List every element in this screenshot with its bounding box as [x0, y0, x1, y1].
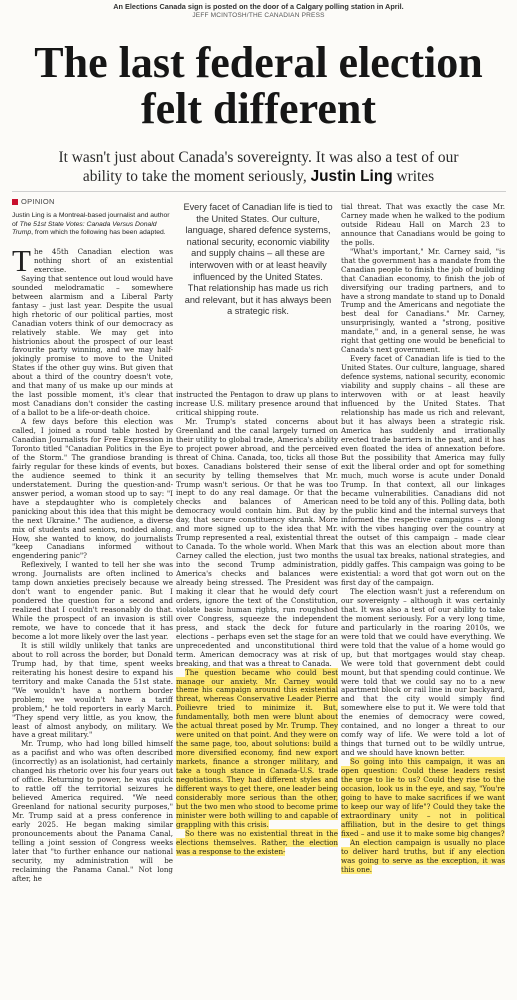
article-column-3 — [341, 203, 505, 998]
deck-author: Justin Ling — [310, 168, 393, 185]
headline-line-1: The last federal election — [34, 38, 483, 87]
highlighted-text: An election campaign is usually no place to deliver hard truths, but if any election was going to serve as the exception, it was this one. — [341, 837, 505, 874]
article-column-1 — [12, 248, 173, 998]
article-paragraph: Saying that sentence out loud would have sounded melodramatic – somewhere between alarmism and a Liberal Party fantasy – just last year. Despite the usual high rhetoric of our political parties, most Canadian voters think of our democracy as relatively stable. We may get into histrionics about the prospect of our least favourite party winning, and we may half-jokingly promise to move to the United States if the other guy wins. But given that about a third of the country doesn't vote, and that many of us make up our minds at the last possible moment, it's clear that most Canadians don't consider the casting of a ballot to be a life-or-death choice. — [12, 273, 173, 418]
article-paragraph: The election wasn't just a referendum on our sovereignty – although it was certainly that. It was also a test of our ability to take the moment seriously. For a very long time, and particularly in the roaring 2010s, we were told that we could have everything. We were told that the value of a home would go up, but that mortgages would stay cheap. We were told that government debt could mount, but that spending could continue. We were told that we could say no to a new apartment block or rail line in our backyard, and that the city would simply find somewhere else to put it. We were told that the enemies of democracy were cowed, contained, and no longer a threat to our comfy way of life. We were told a lot of things that turned out to be wildly untrue, and we should have known better. — [341, 586, 505, 758]
headline-line-2: felt different — [141, 84, 376, 133]
red-square-icon — [12, 199, 18, 205]
divider — [12, 191, 506, 192]
highlighted-text: So going into this campaign, it was an open question: Could these leaders resist the urge to lie to us? Could they rise to the occasion, look us in the eye, and say, "You're going to have to make sacrifices if we want to keep our way of life"? Could they take the extraordinary unity – not in political affiliation, but in the desire to get things fixed – and use it to make some big changes? — [341, 757, 505, 838]
article-paragraph-highlighted — [176, 669, 338, 830]
deck-text: It wasn't just about Canada's sovereignty. It was also a test of our ability to take the moment seriously, — [58, 149, 459, 185]
drop-cap: T — [12, 248, 31, 278]
photo-caption: An Elections Canada sign is posted on the door of a Calgary polling station in April. — [113, 2, 404, 11]
article-paragraph-highlighted — [341, 758, 505, 839]
article-paragraph: Mr. Trump, who had long billed himself as a pacifist and who was often described (incorrectly) as an isolationist, had certainly changed his rhetoric over his four years out of office. Returning to power, he was quick to rattle off the territorial seizures he believed America required. "We need Greenland for national security purposes," Mr. Trump said at a press conference in early 2025. He began making similar pronouncements about the Panama Canal, telling a joint session of Congress weeks later that "to further enhance our national security, my administration will be reclaiming the Panama Canal." Not long after, he — [12, 739, 173, 883]
paragraph-text: he 45th Canadian election was nothing short of an existential exercise. — [33, 248, 173, 274]
article-paragraph: Mr. Trump's stated concerns about Greenland and the canal largely turned on their utility to global trade, America's ability to project power abroad, and the perceived threat of China. Canada, too, ticks all those boxes. Canadians bolstered their sense of security by telling themselves that Mr. Trump wasn't serious. Or that he was too inept to do any real damage. Or that the checks and balances of American democracy would contain him. But day by day, that secure constituency shrank. More and more signed up to the idea that Mr. Trump represented a real, existential threat to Canada. To the whole world. When Mark Carney called the election, just two months into the second Trump administration, America's checks and balances were already being stressed. The President was making it clear that he would defy court orders, ignore the text of the Constitution, violate basic human rights, run roughshod over Congress, squeeze the independent press, and stack the deck for future elections – perhaps even set the stage for an unprecedented and unconstitutional third term. American democracy was at risk of breaking, and that was a threat to Canada. — [176, 416, 338, 668]
headline — [0, 40, 517, 132]
photo-credit: JEFF MCINTOSH/THE CANADIAN PRESS — [192, 12, 325, 19]
author-bio — [12, 212, 174, 238]
bio-pre: Justin Ling is a Montreal-based journalist and author of — [12, 212, 170, 228]
article-paragraph: tial threat. That was exactly the case Mr. Carney made when he walked to the podium outside Rideau Hall on March 23 to announce that Canadians would be going to the polls. — [341, 203, 505, 247]
article-paragraph: A few days before this election was called, I joined a round table hosted by Canadian Journalists for Free Expression in Toronto titled "Canadian Politics in the Eye of the Storm." The grandiose branding is fairly regular for these kinds of events, but the audience seemed to think it an understatement. During the question-and-answer period, a woman stood up to say: "I have a stepdaughter who is completely panicking about this idea that this might be the next Ukraine." The audience, a diverse mix of students and seniors, nodded along. How, she wanted to know, do journalists "keep Canadians informed without engendering panic"? — [12, 417, 173, 561]
pull-quote: Every facet of Canadian life is tied to the United States. Our culture, language, shared defence systems, national security, economic viability and supply chains – all these are interwoven with or at least heavily influenced by the United States. That relationship has made us rich and relevant, but it has always been a strategic risk. — [183, 202, 333, 317]
article-paragraph-highlighted — [176, 830, 338, 857]
article-column-2 — [176, 391, 338, 998]
highlighted-text: The question became who could best manage our anxiety. Mr. Carney would theme his campaign around this existential threat, whereas Conservative Leader Pierre Poilievre tried to minimize it. But, fundamentally, both men were blunt about the actual threat posed by Mr. Trump. They were united on that point. And they were on the same page, too, about solutions: build a more diversified economy, find new export markets, finance a stronger military, and take a tough stance in Canada-U.S. trade negotiations. They had different styles and different ways to get there, one leader being considerably more serious than the other, but the two men who stood to become prime minister were both willing to and capable of grappling with this crisis. — [176, 667, 338, 829]
article-paragraph: Every facet of Canadian life is tied to the United States. Our culture, language, shared defence systems, national security, economic viability and supply chains – all these are interwoven with or at least heavily influenced by the United States. That relationship has made us rich and relevant, but it has always been a strategic risk. America has suddenly and irrationally erected trade barriers in the past, and it has even floated the idea of annexation before. But the possibility that America may fully exit the liberal order and opt for something much, much worse is acute under Donald Trump. In that context, all our linkages became vulnerabilities. Canadians did not need to be told any of this. Polling data, both the public kind and the internal surveys that informed the respective campaigns – along with the vibes hanging over the country at the outset of this campaign – made clear that this was an election about more than the usual tax breaks, national strategies, and piddly gaffes. This campaign was going to be existential: a word that got worn out on the first day of the campaign. — [341, 354, 505, 588]
deck-verb: writes — [392, 168, 435, 185]
bio-post: , from which the following has been adapted. — [31, 229, 166, 237]
article-paragraph: It is still wildly unlikely that tanks are about to roll across the border, but Donald Trump had, by that time, spent weeks reiterating his honest desire to expand his territory and make Canada the 51st state. "We wouldn't have a northern border problem; we wouldn't have a tariff problem," he told reporters in early March. "They spend very little, as you know, the least of almost anybody, on military. We have a great military." — [12, 640, 173, 740]
article-paragraph-highlighted — [341, 839, 505, 875]
bio-book: The 51st State Votes: Canada Versus Donald Trump — [12, 220, 157, 237]
article-paragraph — [12, 248, 173, 278]
photo-caption-block — [0, 2, 517, 20]
article-paragraph: instructed the Pentagon to draw up plans to increase U.S. military presence around that critical shipping route. — [176, 391, 338, 417]
article-paragraph: Reflexively, I wanted to tell her she was wrong. Journalists are often inclined to tamp down anxieties precisely because we don't want to engender panic. But I pondered the question for a second and realized that I couldn't reasonably do that. While the prospect of an invasion is still remote, we have to concede that it has become a lot more likely over the last year. — [12, 560, 173, 641]
article-paragraph: "What's important," Mr. Carney said, "is that the government has a mandate from the Canadian people to finish the job of building that Canadian economy, to finish the job of diversifying our trading partners, and to have a strong mandate to stand up to Donald Trump and the Americans and negotiate the best deal for Canadians." Mr. Carney, unsurprisingly, wanted a "strong, positive mandate," and, in a general sense, he was right that getting one would be beneficial to Canada's next government. — [341, 246, 505, 355]
section-label-text: OPINION — [21, 197, 55, 206]
highlighted-text: So there was no existential threat in the elections themselves. Rather, the election was a response to the existen- — [176, 828, 338, 856]
deck — [50, 148, 467, 186]
section-label — [12, 197, 55, 206]
